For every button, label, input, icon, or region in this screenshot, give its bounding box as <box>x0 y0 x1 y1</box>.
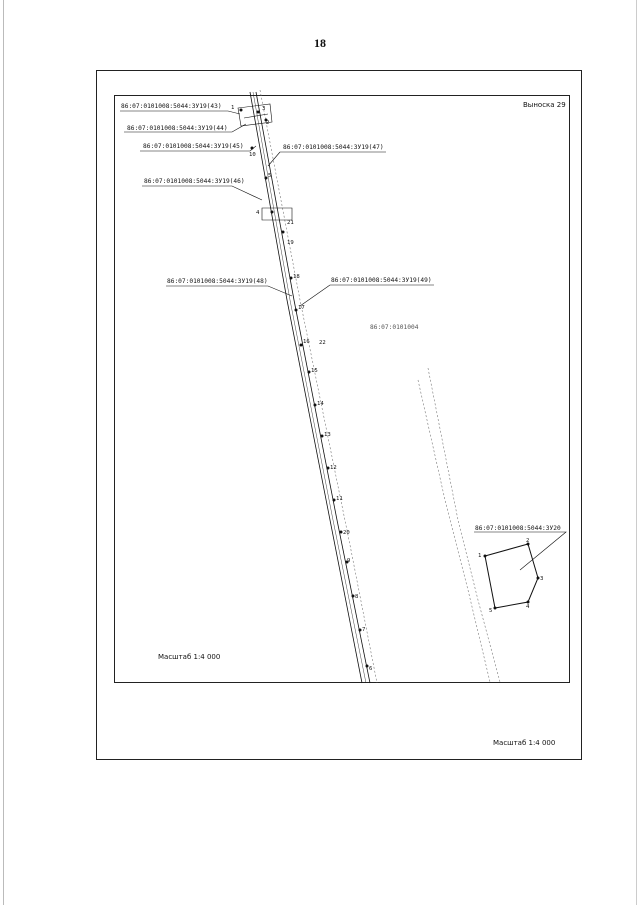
polygon-outline <box>485 544 538 608</box>
parcel-label-47: 86:07:0101008:5044:ЗУ19(47) <box>283 144 384 151</box>
vertex-point <box>257 111 260 114</box>
vertex-label: 2 <box>266 120 270 126</box>
dashed-strip-edge <box>260 90 377 683</box>
vertex-label: 4 <box>256 210 260 216</box>
polygon-vertex-label: 5 <box>489 608 493 614</box>
vertex-label: 21 <box>287 220 294 226</box>
parcel-labels <box>121 103 561 532</box>
vertex-label: 12 <box>330 465 337 471</box>
vertex-label: 20 <box>343 530 350 536</box>
leader-p48 <box>166 286 292 296</box>
inset-title: Выноска 29 <box>523 101 566 109</box>
quarter-label: 86:07:0101004 <box>370 324 419 331</box>
strip-centerline <box>253 92 366 683</box>
polygon-vertex-label: 4 <box>526 604 530 610</box>
scale-outer: Масштаб 1:4 000 <box>493 739 556 747</box>
polygon-vertex-label: 3 <box>540 576 544 582</box>
vertex-label: 22 <box>319 340 326 346</box>
vertex-label: 10 <box>249 152 256 158</box>
page-number: 18 <box>314 36 326 50</box>
parcel-label-20: 86:07:0101008:5044:ЗУ20 <box>475 525 561 532</box>
vertex-point <box>484 555 487 558</box>
parcel-label-49: 86:07:0101008:5044:ЗУ19(49) <box>331 277 432 284</box>
vertex-label: 9 <box>347 558 351 564</box>
leader-p46 <box>142 186 262 200</box>
vertex-label: 14 <box>317 401 324 407</box>
vertex-point <box>271 211 274 214</box>
vertex-label: 8 <box>355 594 359 600</box>
parcel-label-46: 86:07:0101008:5044:ЗУ19(46) <box>144 178 245 185</box>
leader-p43 <box>120 111 240 114</box>
strip-vertex-labels <box>231 105 372 672</box>
vertex-label: 5 <box>268 173 272 179</box>
vertex-label: 18 <box>293 274 300 280</box>
parcel-label-44: 86:07:0101008:5044:ЗУ19(44) <box>127 125 228 132</box>
top-cluster-line <box>244 114 268 118</box>
strip-right-edge <box>256 92 373 683</box>
parcel-label-45: 86:07:0101008:5044:ЗУ19(45) <box>143 143 244 150</box>
vertex-point <box>240 109 243 112</box>
leader-p47-tick <box>268 152 280 166</box>
vertex-label: 13 <box>324 432 331 438</box>
vertex-label: 1 <box>231 105 235 111</box>
mid-cluster-box <box>262 208 292 220</box>
vertex-label: 6 <box>369 666 373 672</box>
parcel-label-48: 86:07:0101008:5044:ЗУ19(48) <box>167 278 268 285</box>
scale-inner: Масштаб 1:4 000 <box>158 653 221 661</box>
polygon-vertex-label: 1 <box>478 553 482 559</box>
adjacent-boundary-lines <box>260 90 500 683</box>
vertex-label: 16 <box>303 339 310 345</box>
vertex-label: 15 <box>311 368 318 374</box>
parcel-label-43: 86:07:0101008:5044:ЗУ19(43) <box>121 103 222 110</box>
vertex-label: 19 <box>287 240 294 246</box>
vertex-label: 7 <box>362 627 366 633</box>
strip-left-edge <box>250 92 362 683</box>
linear-strip <box>250 92 373 683</box>
vertex-label: 17 <box>298 305 305 311</box>
leader-p20 <box>474 532 566 570</box>
vertex-label: 11 <box>336 496 343 502</box>
vertex-point <box>282 231 285 234</box>
leader-p49-tick <box>300 285 330 306</box>
top-cluster <box>238 104 292 220</box>
vertex-label: 3 <box>262 106 266 112</box>
polygon-vertex-label: 2 <box>526 538 530 544</box>
vertex-point <box>494 607 497 610</box>
parcel-polygon-20 <box>478 538 543 614</box>
